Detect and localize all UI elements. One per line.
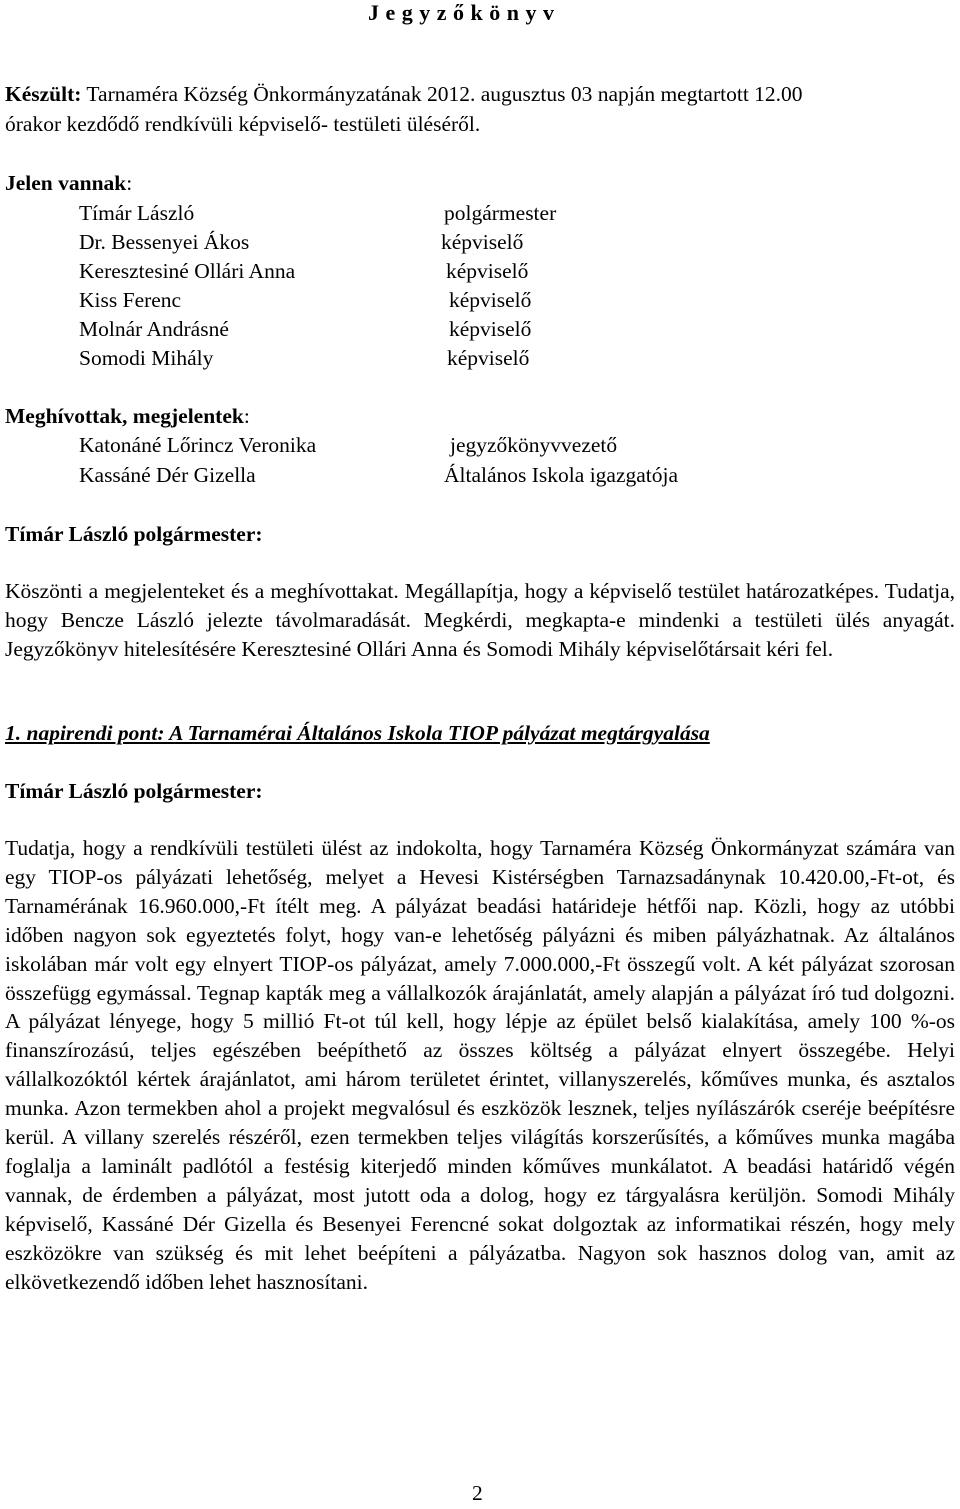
invited-label [5, 401, 250, 431]
member-name: Kassáné Dér Gizella [79, 463, 256, 487]
member-role: képviselő [441, 230, 524, 254]
speaker-heading: Tímár László polgármester: [5, 522, 263, 546]
agenda-item-heading: 1. napirendi pont: A Tarnamérai Általános Iskola TIOP pályázat megtárgyalása [5, 721, 710, 745]
speaker-heading: Tímár László polgármester: [5, 779, 263, 803]
present-row [79, 198, 949, 228]
present-colon: : [126, 171, 133, 195]
member-name: Tímár László [79, 201, 195, 225]
present-row [79, 343, 949, 373]
member-role: Általános Iskola igazgatója [444, 463, 679, 487]
present-row [79, 256, 949, 286]
page-number: 2 [472, 1481, 483, 1505]
member-name: Keresztesiné Ollári Anna [79, 259, 296, 283]
member-name: Dr. Bessenyei Ákos [79, 230, 250, 254]
member-role: képviselő [447, 346, 530, 370]
member-name: Kiss Ferenc [79, 288, 182, 312]
present-label-text: Jelen vannak [5, 171, 127, 195]
present-label [5, 168, 132, 198]
header-line-1 [5, 79, 953, 109]
present-row [79, 314, 949, 344]
member-name: Katonáné Lőrincz Veronika [79, 433, 317, 457]
member-role: jegyzőkönyvvezető [450, 433, 618, 457]
invited-row [79, 430, 949, 460]
header-text-1: Tarnaméra Község Önkormányzatának 2012. augusztus 03 napján megtartott 12.00 [81, 82, 803, 106]
invited-colon: : [243, 404, 250, 428]
paragraph-opening: Köszönti a megjelenteket és a meghívottakat. Megállapítja, hogy a képviselő testület határozatképes. Tudatja, hogy Bencze László jelezte távolmaradását. Megkérdi, megkapta-e mindenki a testületi ülés anyagát. Jegyzőkönyv hitelesítésére Keresztesiné Ollári Anna és Somodi Mihály képviselőtársait kéri fel. [5, 579, 955, 661]
header-label: Készült: [5, 82, 82, 106]
header-line-2: órakor kezdődő rendkívüli képviselő- testületi üléséről. [5, 112, 481, 136]
member-role: képviselő [446, 259, 529, 283]
document-title: J e g y z ő k ö n y v [368, 0, 555, 25]
present-row [79, 227, 949, 257]
invited-label-text: Meghívottak, megjelentek [5, 404, 244, 428]
member-role: képviselő [449, 288, 532, 312]
member-name: Somodi Mihály [79, 346, 214, 370]
present-row [79, 285, 949, 315]
member-role: polgármester [444, 201, 557, 225]
member-role: képviselő [449, 317, 532, 341]
member-name: Molnár Andrásné [79, 317, 229, 341]
paragraph-agenda-discussion: Tudatja, hogy a rendkívüli testületi ülést az indokolta, hogy Tarnaméra Község Önkormányzat számára van egy TIOP-os pályázati lehetőség, melyet a Hevesi Kistérségben Tarnazsadánynak 10.420.00,-Ft-ot, és Tarnamérának 16.960.000,-Ft ítélt meg. A pályázat beadási határideje hétfői nap. Közli, hogy az utóbbi időben nagyon sok egyeztetés folyt, hogy van-e lehetőség pályázni és miben pályázhatnak. Az általános iskolában már volt egy elnyert TIOP-os pályázat, amely 7.000.000,-Ft összegű volt. A két pályázat szorosan összefügg egymással. Tegnap kapták meg a vállalkozók árajánlatát, amely alapján a pályázat író tud dolgozni. A pályázat lényege, hogy 5 millió Ft-ot túl kell, hogy lépje az épület belső kialakítása, amely 100 %-os finanszírozású, teljes egészében beépíthető az összes költség a pályázat elnyert összegébe. Helyi vállalkozóktól kértek árajánlatot, ami három területet érintet, villanyszerelés, kőműves munka, és asztalos munka. Azon termekben ahol a projekt megvalósul és eszközök lesznek, teljes nyílászárók cseréje beépítésre kerül. A villany szerelés részéről, ezen termekben teljes világítás korszerűsítés, a kőműves munka magába foglalja a laminált padlótól a festésig kiterjedő minden kőműves munkálatot. A beadási határidő végén vannak, de érdemben a pályázat, most jutott oda a dolog, hogy ez tárgyalásra kerüljön. Somodi Mihály képviselő, Kassáné Dér Gizella és Besenyei Ferencné sokat dolgoztak az informatikai részén, hogy mely eszközökre van szükség és mit lehet beépíteni a pályázatba. Nagyon sok hasznos dolog van, amit az elkövetkezendő időben lehet hasznosítani. [5, 836, 955, 1294]
invited-row [79, 460, 949, 490]
